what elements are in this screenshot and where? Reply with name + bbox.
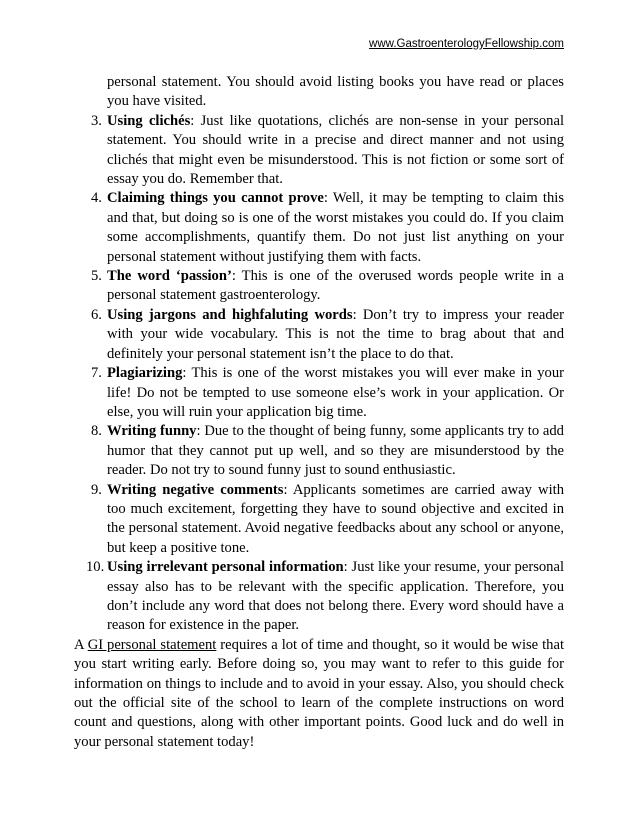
list-item [74, 189, 564, 267]
list-item [74, 112, 564, 190]
gi-personal-statement-link[interactable]: GI personal statement [87, 636, 217, 653]
header-url-link[interactable]: www.GastroenterologyFellowship.com [369, 38, 564, 50]
list-item [74, 267, 564, 306]
item-text: : Due to the thought of being funny, some applicants try to add humor that they cannot put up well, and so they are misunderstood by the reader. Do not try to sound funny just to sound enthusiastic. [107, 423, 564, 479]
item-term: Writing funny [107, 423, 197, 440]
item-term: Using jargons and highfaluting words [107, 306, 353, 323]
item-number: 5. [91, 268, 102, 285]
item-text: : Applicants sometimes are carried away with too much excitement, forgetting they have to sound objective and excited in the personal statement. Avoid negative feedbacks about any school or anyone, but keep a positive tone. [107, 481, 564, 556]
item-number: 8. [91, 423, 102, 440]
item-number: 9. [91, 481, 102, 498]
document-body [74, 73, 564, 752]
item-number: 10. [86, 559, 105, 576]
item-number: 7. [91, 365, 102, 382]
closing-paragraph [74, 636, 564, 752]
item-number: 4. [91, 190, 102, 207]
list-item [74, 306, 564, 364]
item-term: Claiming things you cannot prove [107, 190, 324, 207]
item-text: : Just like your resume, your personal essay also has to be relevant with the specific application. Therefore, you don’t include any word that does not belong there. Every word should have a reason for existence in the paper. [107, 559, 564, 634]
item-text: : Don’t try to impress your reader with your wide vocabulary. This is not the time to brag about that and definitely your personal statement isn’t the place to do that. [107, 306, 565, 362]
item-term: Using clichés [107, 112, 191, 129]
list-item-continuation [74, 73, 564, 112]
item-text: : This is one of the overused words people write in a personal statement gastroenterology. [107, 268, 564, 304]
item-term: Using irrelevant personal information [107, 559, 344, 576]
closing-body: requires a lot of time and thought, so it would be wise that you start writing early. Before doing so, you may want to refer to this guide for information on things to include and to avoid in your essay. Also, you should check out the official site of the school to learn of the complete instructions on word count and questions, along with other important points. Good luck and do well in your personal statement today! [74, 636, 564, 750]
item-number: 3. [91, 112, 102, 129]
list-item [74, 481, 564, 559]
item-text: : Just like quotations, clichés are non-sense in your personal statement. You should write in a precise and direct manner and not using clichés that might even be misunderstood. This is not fiction or some sort of essay you do. Remember that. [107, 112, 565, 188]
item-text: : This is one of the worst mistakes you will ever make in your life! Do not be tempted to use someone else’s work in your application. Or else, you will ruin your application big time. [107, 365, 564, 420]
continuation-text: personal statement. You should avoid listing books you have read or places you have visited. [107, 74, 564, 110]
list-item [74, 558, 564, 636]
list-item [74, 364, 564, 422]
item-text: : Well, it may be tempting to claim this and that, but doing so is one of the worst mistakes you could do. If you claim some accomplishments, quantify them. Do not just list anything on your personal statement without justifying them with facts. [107, 190, 564, 265]
item-term: Plagiarizing [107, 365, 183, 382]
item-term: Writing negative comments [107, 481, 284, 498]
closing-prefix: A [74, 636, 88, 653]
item-term: The word ‘passion’ [107, 268, 232, 285]
item-number: 6. [91, 306, 102, 323]
list-item [74, 422, 564, 480]
